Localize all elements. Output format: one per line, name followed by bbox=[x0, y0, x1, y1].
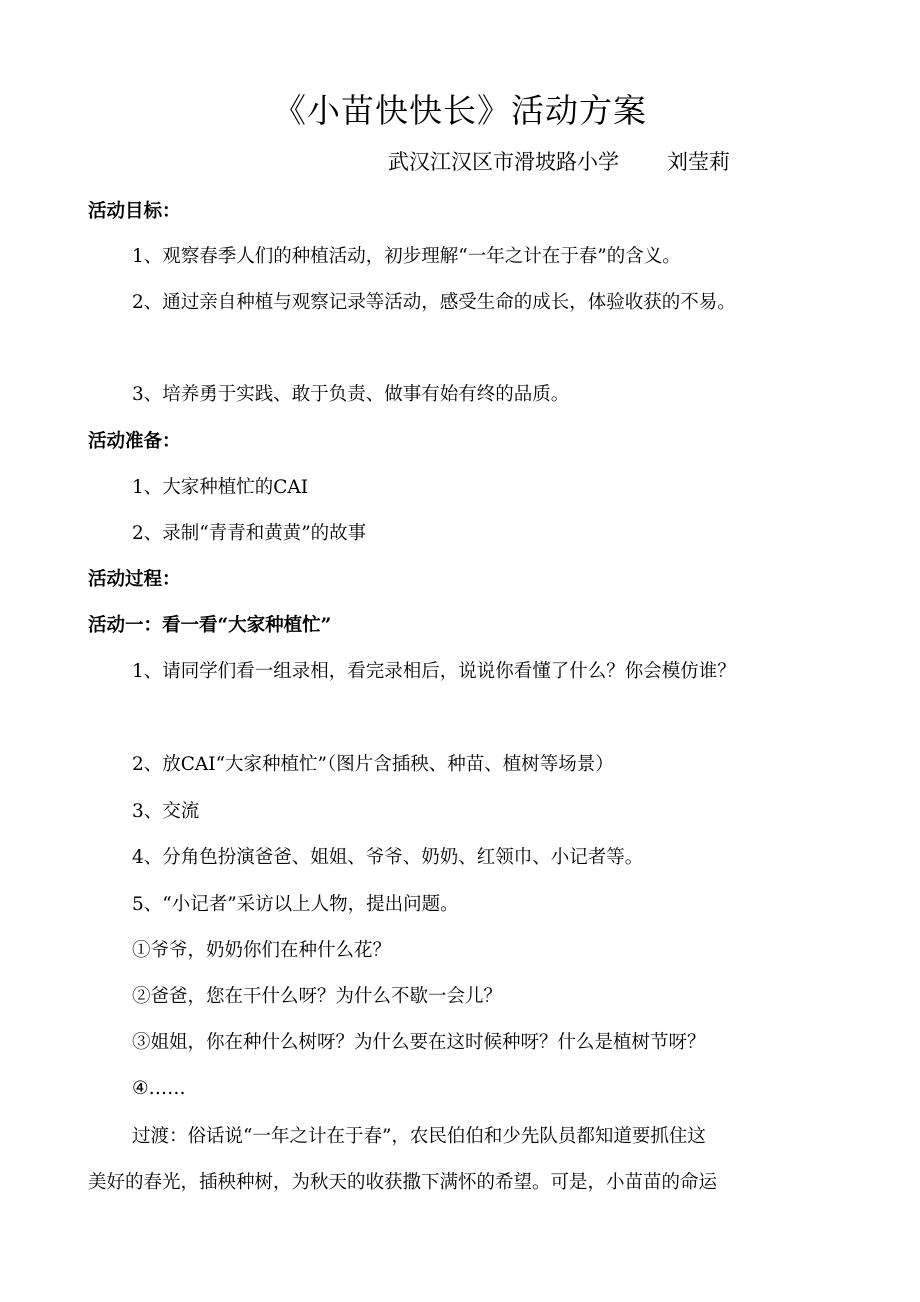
prep-heading: 活动准备： bbox=[88, 431, 181, 452]
author-name: 刘莹莉 bbox=[667, 150, 730, 174]
interview-question: ①爷爷，奶奶你们在种什么花？ bbox=[132, 940, 392, 961]
process-heading: 活动过程： bbox=[88, 569, 181, 590]
interview-question: ②爸爸，您在干什么呀？为什么不歇一会儿？ bbox=[132, 986, 503, 1007]
page-title: 《小苗快快长》活动方案 bbox=[273, 91, 647, 130]
activity1-step: 1、请同学们看一组录相，看完录相后，说说你看懂了什么？你会模仿谁？ bbox=[132, 661, 736, 682]
goal-item: 1、观察春季人们的种植活动，初步理解“一年之计在于春”的含义。 bbox=[132, 246, 681, 267]
author-line bbox=[388, 145, 730, 179]
school-name: 武汉江汉区市滑坡路小学 bbox=[388, 150, 619, 174]
goal-item: 3、培养勇于实践、敢于负责、做事有始有终的品质。 bbox=[132, 384, 570, 405]
activity1-step: 3、交流 bbox=[132, 801, 200, 822]
goal-item: 2、通过亲自种植与观察记录等活动，感受生命的成长，体验收获的不易。 bbox=[132, 292, 736, 313]
transition-paragraph-line: 过渡：俗话说“一年之计在于春”，农民伯伯和少先队员都知道要抓住这 bbox=[132, 1126, 706, 1147]
activity1-step: 2、放CAI“大家种植忙”（图片含插秧、种苗、植树等场景） bbox=[132, 754, 614, 775]
prep-item: 2、录制“青青和黄黄”的故事 bbox=[132, 523, 367, 544]
interview-question: ④…… bbox=[132, 1078, 186, 1099]
transition-paragraph-line: 美好的春光，插秧种树，为秋天的收获撒下满怀的希望。可是，小苗苗的命运 bbox=[88, 1172, 718, 1193]
activity1-step: 5、“小记者”采访以上人物，提出问题。 bbox=[132, 894, 459, 915]
activity1-step: 4、分角色扮演爸爸、姐姐、爷爷、奶奶、红领巾、小记者等。 bbox=[132, 847, 644, 868]
interview-question: ③姐姐，你在种什么树呀？为什么要在这时候种呀？什么是植树节呀？ bbox=[132, 1032, 706, 1053]
prep-item: 1、大家种植忙的CAI bbox=[132, 477, 309, 498]
activity1-heading: 活动一：看一看“大家种植忙” bbox=[88, 615, 332, 636]
goal-heading: 活动目标： bbox=[88, 201, 181, 222]
